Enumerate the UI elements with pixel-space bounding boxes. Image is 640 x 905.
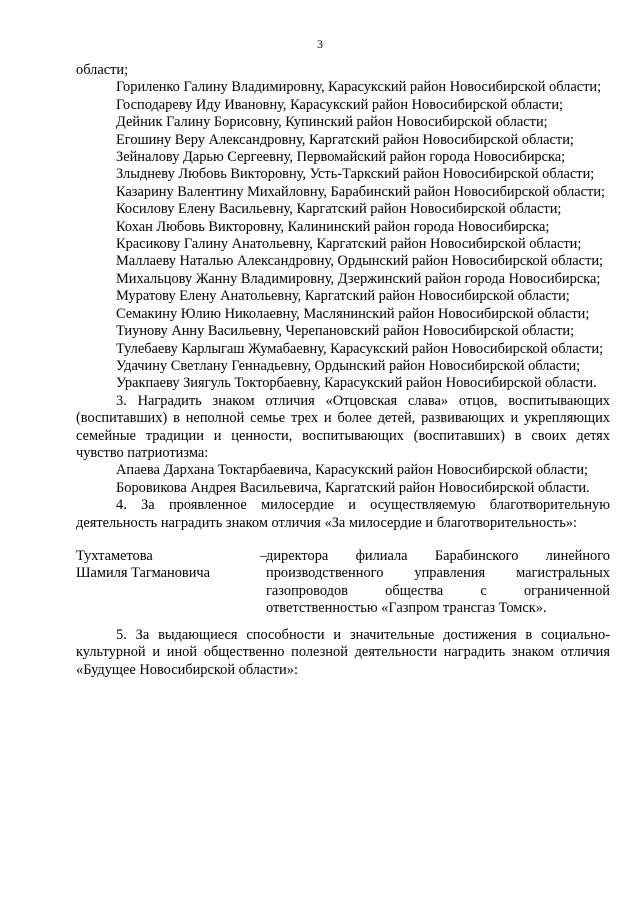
list-item: Злыдневу Любовь Викторовну, Усть-Таркский район Новосибирской области; [116, 166, 595, 183]
list-item: Красикову Галину Анатольевну, Каргатский район Новосибирской области; [116, 236, 582, 253]
section-3-item: Боровикова Андрея Васильевича, Каргатский район Новосибирской области. [116, 479, 590, 496]
list-item: Господареву Иду Ивановну, Карасукский район Новосибирской области; [116, 96, 564, 113]
awardee-position: директора филиала Барабинского линейного производственного управления магистральных газопроводов общества с ограниченной ответственностью «Газпром трансгаз Томск». [266, 547, 610, 617]
list-item: Дейник Галину Борисовну, Купинский район Новосибирской области; [116, 114, 548, 131]
list-item: Кохан Любовь Викторовну, Калининский район города Новосибирска; [116, 218, 550, 235]
list-item: Маллаеву Наталью Александровну, Ордынский район Новосибирской области; [116, 253, 604, 270]
awardee-block [76, 548, 610, 616]
continuation-line: области; [76, 62, 129, 78]
list-item: Тулебаеву Карлыгаш Жумабаевну, Карасукский район Новосибирской области; [116, 340, 604, 357]
list-item: Уракпаеву Зиягуль Токторбаевну, Карасукский район Новосибирской области. [116, 375, 597, 392]
section-4-intro: 4. За проявленное милосердие и осуществляемую благотворительную деятельность наградить знаком отличия «За милосердие и благотворительность»: [76, 497, 610, 531]
dash: – [260, 547, 268, 564]
list-item: Гориленко Галину Владимировну, Карасукский район Новосибирской области; [116, 79, 602, 96]
page-number: 3 [317, 37, 323, 51]
list-item: Косилову Елену Васильевну, Каргатский район Новосибирской области; [116, 201, 562, 218]
list-item: Тиунову Анну Васильевну, Черепановский район Новосибирской области; [116, 323, 575, 340]
list-item: Михальцову Жанну Владимировну, Дзержинский район города Новосибирска; [116, 270, 601, 287]
section-3-item: Апаева Дархана Токтарбаевича, Карасукский район Новосибирской области; [116, 462, 589, 479]
section-5-intro: 5. За выдающиеся способности и значительные достижения в социально-культурной и иной общественно полезной деятельности наградить знаком отличия «Будущее Новосибирской области»: [76, 626, 610, 678]
award-list [76, 79, 610, 392]
awardee-name [76, 548, 246, 583]
list-item: Семакину Юлию Николаевну, Маслянинский район Новосибирской области; [116, 305, 590, 322]
document-body [76, 62, 610, 679]
list-item: Удачину Светлану Геннадьевну, Ордынский район Новосибирской области; [116, 357, 581, 374]
list-item: Егошину Веру Александровну, Каргатский район Новосибирской области; [116, 131, 574, 148]
list-item: Зейналову Дарью Сергеевну, Первомайский район города Новосибирска; [116, 149, 566, 166]
awardee-surname: Тухтаметова [76, 547, 153, 564]
list-item: Муратову Елену Анатольевну, Каргатский район Новосибирской области; [116, 288, 570, 305]
section-3-intro: 3. Наградить знаком отличия «Отцовская слава» отцов, воспитывающих (воспитавших) в неполной семье трех и более детей, развивающих и укрепляющих семейные традиции и ценности, воспитывающих (воспитавших) в своих детях чувство патриотизма: [76, 392, 610, 461]
list-item: Казарину Валентину Михайловну, Барабинский район Новосибирской области; [116, 183, 606, 200]
awardee-given-names: Шамиля Тагмановича [76, 565, 211, 582]
